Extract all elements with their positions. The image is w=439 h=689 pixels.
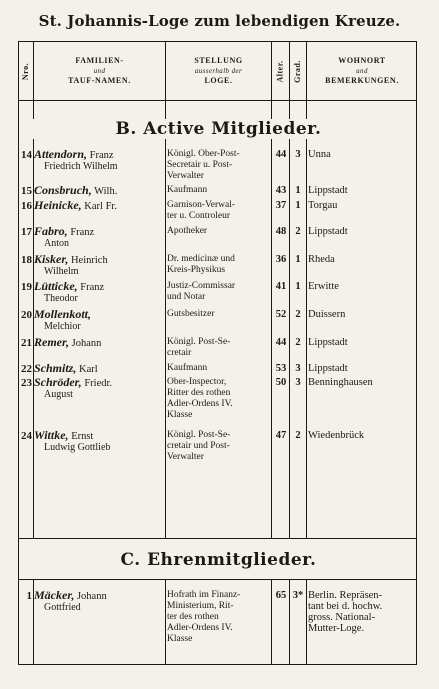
member-position bbox=[167, 377, 271, 421]
surname: Schröder, bbox=[34, 375, 82, 389]
member-position bbox=[167, 200, 271, 222]
surname: Consbruch, bbox=[34, 183, 92, 197]
member-degree: 3 bbox=[295, 363, 301, 374]
member-age: 65 bbox=[275, 590, 287, 601]
position-line: Ritter des rothen bbox=[167, 388, 231, 398]
member-age: 37 bbox=[275, 200, 287, 211]
given-name: Karl Fr. bbox=[84, 201, 117, 212]
member-name bbox=[34, 430, 165, 453]
member-degree: 3* bbox=[292, 590, 304, 601]
member-degree: 3 bbox=[295, 377, 301, 388]
given-name: Wilh. bbox=[94, 186, 118, 197]
member-name bbox=[34, 200, 165, 212]
position-line: Königl. Post-Se- bbox=[167, 337, 231, 347]
given-name: Karl bbox=[78, 364, 98, 375]
member-residence bbox=[308, 309, 414, 320]
member-age: 52 bbox=[275, 309, 287, 320]
member-position bbox=[167, 254, 271, 276]
given-name: Franz bbox=[89, 150, 114, 161]
member-residence bbox=[308, 363, 414, 374]
member-position bbox=[167, 149, 271, 182]
member-position bbox=[167, 363, 271, 374]
member-position bbox=[167, 281, 271, 303]
surname: Mollenkott, bbox=[34, 307, 92, 321]
member-position bbox=[167, 309, 271, 320]
position-line: Adler-Ordens IV. bbox=[167, 399, 233, 409]
position-line: Justiz-Commissar bbox=[167, 281, 236, 291]
surname: Heinicke, bbox=[34, 198, 82, 212]
position-line: Gutsbesitzer bbox=[167, 309, 215, 319]
member-position bbox=[167, 590, 271, 645]
residence-line: Wiedenbrück bbox=[308, 430, 365, 441]
given-name-continued: Melchior bbox=[44, 321, 81, 332]
member-residence bbox=[308, 590, 414, 634]
surname: Fabro, bbox=[34, 224, 68, 238]
residence-line: Unna bbox=[308, 149, 331, 160]
member-residence bbox=[308, 149, 414, 160]
member-number: 1 bbox=[26, 590, 32, 602]
given-name: Franz bbox=[80, 282, 105, 293]
surname: Mäcker, bbox=[34, 588, 75, 602]
residence-line: Berlin. Repräsen- bbox=[308, 590, 383, 601]
given-name-continued: Gottfried bbox=[44, 602, 81, 613]
member-name bbox=[34, 309, 165, 332]
member-age: 47 bbox=[275, 430, 287, 441]
member-age: 44 bbox=[275, 337, 287, 348]
given-name: Ernst bbox=[71, 431, 94, 442]
given-name: Friedr. bbox=[84, 378, 113, 389]
residence-line: tant bei d. hochw. bbox=[308, 601, 383, 612]
member-degree: 1 bbox=[295, 200, 301, 211]
member-number: 19 bbox=[21, 281, 32, 293]
member-residence bbox=[308, 254, 414, 265]
member-age: 43 bbox=[275, 185, 287, 196]
position-line: Apotheker bbox=[167, 226, 208, 236]
member-position bbox=[167, 226, 271, 237]
position-line: cretair bbox=[167, 348, 192, 358]
given-name-continued: Ludwig Gottlieb bbox=[44, 442, 111, 453]
member-age: 41 bbox=[275, 281, 287, 292]
member-residence bbox=[308, 430, 414, 441]
member-name bbox=[34, 254, 165, 277]
residence-line: Lippstadt bbox=[308, 226, 348, 237]
member-degree: 3 bbox=[295, 149, 301, 160]
residence-line: Erwitte bbox=[308, 281, 339, 292]
position-line: Königl. Post-Se- bbox=[167, 430, 231, 440]
member-residence bbox=[308, 185, 414, 196]
member-table bbox=[18, 41, 417, 665]
position-line: Hofrath im Finanz- bbox=[167, 590, 241, 600]
member-number: 23 bbox=[21, 377, 32, 389]
position-line: Königl. Ober-Post- bbox=[167, 149, 240, 159]
header-grad: Grad. bbox=[293, 59, 303, 83]
given-name-continued: Wilhelm bbox=[44, 266, 79, 277]
member-name bbox=[34, 377, 165, 400]
member-residence bbox=[308, 281, 414, 292]
residence-line: Lippstadt bbox=[308, 185, 348, 196]
position-line: Dr. medicinæ und bbox=[167, 254, 235, 264]
member-residence bbox=[308, 200, 414, 211]
member-age: 48 bbox=[275, 226, 287, 237]
position-line: Klasse bbox=[167, 410, 193, 420]
member-degree: 1 bbox=[295, 185, 301, 196]
given-name-continued: Anton bbox=[44, 238, 69, 249]
given-name: Johann bbox=[76, 591, 107, 602]
member-number: 24 bbox=[21, 430, 32, 442]
residence-line: Rheda bbox=[308, 254, 335, 265]
given-name-continued: August bbox=[44, 389, 73, 400]
member-position bbox=[167, 430, 271, 463]
residence-line: Mutter-Loge. bbox=[308, 623, 365, 634]
section-rule bbox=[19, 579, 416, 580]
member-degree: 1 bbox=[295, 281, 301, 292]
member-degree: 2 bbox=[295, 337, 301, 348]
section-title-honorary: C. Ehrenmitglieder. bbox=[120, 550, 317, 570]
position-line: Adler-Ordens IV. bbox=[167, 623, 233, 633]
surname: Remer, bbox=[34, 335, 69, 349]
residence-line: Lippstadt bbox=[308, 337, 348, 348]
member-degree: 2 bbox=[295, 309, 301, 320]
member-degree: 2 bbox=[295, 430, 301, 441]
member-residence bbox=[308, 226, 414, 237]
member-name bbox=[34, 363, 165, 375]
member-number: 18 bbox=[21, 254, 32, 266]
residence-line: Duissern bbox=[308, 309, 346, 320]
position-line: Klasse bbox=[167, 634, 193, 644]
header-rule bbox=[19, 100, 416, 101]
member-number: 20 bbox=[21, 309, 32, 321]
header-nr: Nro. bbox=[21, 62, 31, 80]
member-age: 53 bbox=[275, 363, 287, 374]
member-name bbox=[34, 337, 165, 349]
member-number: 15 bbox=[21, 185, 32, 197]
header-stellung: STELLUNG ausserhalb der LOGE. bbox=[194, 56, 243, 85]
member-name bbox=[34, 590, 165, 613]
surname: Attendorn, bbox=[34, 147, 88, 161]
surname: Kisker, bbox=[34, 252, 69, 266]
position-line: ter des rothen bbox=[167, 612, 219, 622]
member-residence bbox=[308, 337, 414, 348]
position-line: ter u. Controleur bbox=[167, 211, 231, 221]
member-number: 16 bbox=[21, 200, 32, 212]
member-name bbox=[34, 149, 165, 172]
given-name: Heinrich bbox=[70, 255, 108, 266]
position-line: und Notar bbox=[167, 292, 206, 302]
header-wohnort: WOHNORT und BEMERKUNGEN. bbox=[325, 56, 399, 85]
given-name: Johann bbox=[71, 338, 102, 349]
given-name: Franz bbox=[70, 227, 95, 238]
position-line: Verwalter bbox=[167, 171, 204, 181]
member-degree: 1 bbox=[295, 254, 301, 265]
surname: Schmitz, bbox=[34, 361, 77, 375]
member-degree: 2 bbox=[295, 226, 301, 237]
member-number: 14 bbox=[21, 149, 32, 161]
member-age: 50 bbox=[275, 377, 287, 388]
position-line: Garnison-Verwal- bbox=[167, 200, 236, 210]
position-line: Ober-Inspector, bbox=[167, 377, 227, 387]
residence-line: Torgau bbox=[308, 200, 338, 211]
header-alter: Alter. bbox=[275, 59, 285, 83]
position-line: Kaufmann bbox=[167, 185, 208, 195]
surname: Wittke, bbox=[34, 428, 69, 442]
member-number: 22 bbox=[21, 363, 32, 375]
surname: Lütticke, bbox=[34, 279, 78, 293]
position-line: Verwalter bbox=[167, 452, 204, 462]
member-position bbox=[167, 185, 271, 196]
position-line: cretair und Post- bbox=[167, 441, 230, 451]
residence-line: Lippstadt bbox=[308, 363, 348, 374]
member-age: 36 bbox=[275, 254, 287, 265]
member-residence bbox=[308, 377, 414, 388]
member-number: 21 bbox=[21, 337, 32, 349]
position-line: Kreis-Physikus bbox=[167, 265, 226, 275]
section-title-active: B. Active Mitglieder. bbox=[33, 119, 404, 139]
position-line: Secretair u. Post- bbox=[167, 160, 233, 170]
given-name-continued: Theodor bbox=[44, 293, 78, 304]
member-name bbox=[34, 281, 165, 304]
residence-line: Benninghausen bbox=[308, 377, 373, 388]
given-name-continued: Friedrich Wilhelm bbox=[44, 161, 118, 172]
position-line: Ministerium, Rit- bbox=[167, 601, 234, 611]
member-position bbox=[167, 337, 271, 359]
residence-line: gross. National- bbox=[308, 612, 376, 623]
position-line: Kaufmann bbox=[167, 363, 208, 373]
member-name bbox=[34, 226, 165, 249]
member-age: 44 bbox=[275, 149, 287, 160]
header-names: FAMILIEN- und TAUF-NAMEN. bbox=[68, 56, 131, 85]
member-name bbox=[34, 185, 165, 197]
page-title: St. Johannis-Loge zum lebendigen Kreuze. bbox=[38, 12, 401, 30]
member-number: 17 bbox=[21, 226, 32, 238]
